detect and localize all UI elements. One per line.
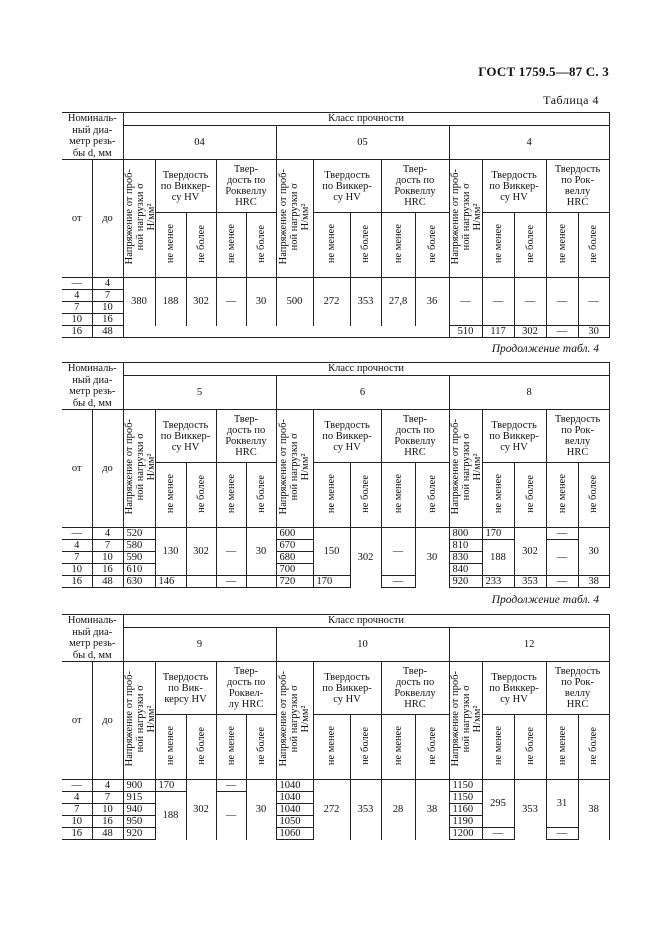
header-hv: Твердость по Виккер- су HV (155, 410, 216, 463)
value-cell: 670 (276, 540, 313, 552)
header-stress: Напряжение от проб- ной нагрузки σ H/мм² (123, 662, 155, 780)
value-cell: 920 (449, 576, 482, 588)
class-label: 05 (276, 125, 449, 159)
value-cell: 830 (449, 552, 482, 564)
range-from: 7 (62, 302, 92, 314)
blank-cell (186, 576, 216, 588)
value-cell: 940 (123, 804, 155, 816)
value-cell: 1060 (276, 828, 313, 840)
table-row (62, 326, 609, 338)
class-label: 9 (123, 627, 276, 661)
range-to: 16 (92, 564, 123, 576)
range-to: 16 (92, 314, 123, 326)
table-strength-classes-5-6-8 (62, 362, 610, 588)
value-cell: — (546, 540, 578, 576)
value-cell: 1150 (449, 780, 482, 792)
value-cell: 1190 (449, 816, 482, 828)
value-cell: 233 (482, 576, 514, 588)
range-to: 48 (92, 326, 123, 338)
header-min: не менее (155, 715, 186, 780)
value-cell: 950 (123, 816, 155, 828)
header-max: не более (246, 463, 276, 528)
value-cell: 700 (276, 564, 313, 576)
blank-cell (123, 326, 449, 338)
value-cell: 800 (449, 528, 482, 540)
header-stress: Напряжение от проб- ной нагрузки σ H/мм² (449, 410, 482, 528)
header-strength-class: Класс прочности (123, 363, 609, 376)
header-max: не более (415, 213, 449, 278)
value-cell: 600 (276, 528, 313, 540)
header-min: не менее (381, 213, 415, 278)
value-cell: 1160 (449, 804, 482, 816)
header-hrc: Твер- дость по Роквеллу HRC (216, 160, 276, 213)
value-cell: 170 (155, 780, 186, 792)
header-max: не более (578, 715, 609, 780)
value-cell: 353 (514, 780, 546, 840)
value-cell: 500 (276, 278, 313, 326)
range-from: 16 (62, 576, 92, 588)
table-title: Таблица 4 (543, 93, 599, 107)
header-min: не менее (381, 715, 415, 780)
header-max: не более (246, 715, 276, 780)
header-strength-class: Класс прочности (123, 113, 609, 126)
value-cell: 302 (514, 528, 546, 576)
continuation-label: Продолжение табл. 4 (491, 343, 599, 355)
value-cell: 30 (246, 780, 276, 840)
header-nominal-diameter: Номиналь- ный диа- метр резь- бы d, мм (62, 615, 123, 662)
table-row (62, 780, 609, 792)
header-stress: Напряжение от проб- ной нагрузки σ H/мм² (276, 410, 313, 528)
value-cell: 117 (482, 326, 514, 338)
header-to: до (92, 160, 123, 278)
header-to: до (92, 410, 123, 528)
blank-cell (246, 576, 276, 588)
range-to: 4 (92, 780, 123, 792)
header-max: не более (186, 213, 216, 278)
value-cell: 302 (186, 780, 216, 840)
value-cell: — (482, 278, 514, 326)
header-hv: Твердость по Виккер- су HV (482, 160, 546, 213)
table-strength-classes-9-10-12 (62, 614, 610, 840)
value-cell: — (216, 780, 246, 792)
header-max: не более (578, 463, 609, 528)
value-cell: 30 (415, 528, 449, 588)
header-from: от (62, 410, 92, 528)
value-cell: 302 (186, 278, 216, 326)
header-max: не более (415, 715, 449, 780)
header-hrc: Твердость по Рок- веллу HRC (546, 160, 609, 213)
value-cell: — (578, 278, 609, 326)
class-label: 5 (123, 375, 276, 409)
range-to: 48 (92, 576, 123, 588)
value-cell: — (546, 528, 578, 540)
range-from: 4 (62, 540, 92, 552)
value-cell: — (482, 828, 514, 840)
range-from: 10 (62, 816, 92, 828)
value-cell: 38 (415, 780, 449, 840)
value-cell: — (216, 278, 246, 326)
value-cell: 590 (123, 552, 155, 564)
class-label: 04 (123, 125, 276, 159)
value-cell: 680 (276, 552, 313, 564)
header-max: не более (350, 715, 381, 780)
header-hv: Твердость по Вик- керсу HV (155, 662, 216, 715)
value-cell: — (449, 278, 482, 326)
value-cell: 720 (276, 576, 313, 588)
value-cell: 610 (123, 564, 155, 576)
value-cell: 38 (578, 576, 609, 588)
value-cell: 295 (482, 780, 514, 828)
header-hrc: Твер- дость по Роквеллу HRC (381, 410, 449, 463)
header-min: не менее (546, 213, 578, 278)
class-label: 8 (449, 375, 609, 409)
header-from: от (62, 160, 92, 278)
value-cell: 353 (350, 780, 381, 840)
value-cell: 130 (155, 528, 186, 576)
value-cell: 272 (313, 278, 350, 326)
value-cell: 580 (123, 540, 155, 552)
header-stress: Напряжение от проб- ной нагрузки σ H/мм² (449, 662, 482, 780)
value-cell: 1040 (276, 792, 313, 804)
class-label: 10 (276, 627, 449, 661)
value-cell: 520 (123, 528, 155, 540)
value-cell: — (546, 576, 578, 588)
header-min: не менее (216, 715, 246, 780)
header-max: не более (514, 213, 546, 278)
header-hv: Твердость по Виккер- су HV (313, 410, 381, 463)
header-min: не менее (313, 213, 350, 278)
value-cell: — (514, 278, 546, 326)
value-cell: 188 (155, 792, 186, 840)
value-cell: 31 (546, 780, 578, 828)
header-hrc: Твердость по Рок- веллу HRC (546, 410, 609, 463)
header-hrc: Твердость по Рок- веллу HRC (546, 662, 609, 715)
header-min: не менее (313, 463, 350, 528)
header-max: не более (578, 213, 609, 278)
header-nominal-diameter: Номиналь- ный диа- метр резь- бы d, мм (62, 113, 123, 160)
value-cell: 30 (246, 528, 276, 576)
header-max: не более (514, 715, 546, 780)
header-hrc: Твер- дость по Роквел- лу HRC (216, 662, 276, 715)
header-min: не менее (482, 213, 514, 278)
value-cell: 920 (123, 828, 155, 840)
range-from: 7 (62, 552, 92, 564)
class-label: 4 (449, 125, 609, 159)
value-cell: 302 (186, 528, 216, 576)
header-max: не более (514, 463, 546, 528)
header-from: от (62, 662, 92, 780)
header-min: не менее (155, 463, 186, 528)
value-cell: 915 (123, 792, 155, 804)
value-cell: — (216, 528, 246, 576)
value-cell: 188 (155, 278, 186, 326)
header-nominal-diameter: Номиналь- ный диа- метр резь- бы d, мм (62, 363, 123, 410)
header-min: не менее (155, 213, 186, 278)
value-cell: 353 (514, 576, 546, 588)
header-to: до (92, 662, 123, 780)
value-cell: 1050 (276, 816, 313, 828)
value-cell: — (546, 326, 578, 338)
header-min: не менее (546, 463, 578, 528)
range-to: 10 (92, 552, 123, 564)
value-cell: 38 (578, 780, 609, 840)
value-cell: — (381, 528, 415, 576)
header-min: не менее (546, 715, 578, 780)
range-from: 7 (62, 804, 92, 816)
header-hrc: Твер- дость по Роквеллу HRC (381, 662, 449, 715)
page-header: ГОСТ 1759.5—87 С. 3 (478, 64, 609, 79)
value-cell: 900 (123, 780, 155, 792)
value-cell: 30 (246, 278, 276, 326)
value-cell: 170 (482, 528, 514, 540)
value-cell: 840 (449, 564, 482, 576)
header-min: не менее (216, 463, 246, 528)
header-hv: Твердость по Виккер- су HV (313, 160, 381, 213)
value-cell: 27,8 (381, 278, 415, 326)
table-row (62, 278, 609, 290)
range-to: 7 (92, 290, 123, 302)
header-max: не более (186, 463, 216, 528)
value-cell: 1040 (276, 780, 313, 792)
header-min: не менее (482, 463, 514, 528)
value-cell: 810 (449, 540, 482, 552)
range-to: 7 (92, 540, 123, 552)
value-cell: — (546, 828, 578, 840)
value-cell: 28 (381, 780, 415, 840)
value-cell: 1200 (449, 828, 482, 840)
range-to: 48 (92, 828, 123, 840)
header-max: не более (186, 715, 216, 780)
range-from: 4 (62, 792, 92, 804)
header-stress: Напряжение от проб- ной нагрузки σ H/мм² (123, 160, 155, 278)
value-cell: 272 (313, 780, 350, 840)
header-min: не менее (482, 715, 514, 780)
value-cell: — (216, 792, 246, 840)
class-label: 6 (276, 375, 449, 409)
value-cell: 170 (313, 576, 350, 588)
range-to: 4 (92, 528, 123, 540)
header-min: не менее (313, 715, 350, 780)
range-from: — (62, 780, 92, 792)
value-cell: — (546, 278, 578, 326)
range-from: — (62, 278, 92, 290)
range-to: 10 (92, 302, 123, 314)
table-row (62, 528, 609, 540)
value-cell: 36 (415, 278, 449, 326)
header-min: не менее (216, 213, 246, 278)
class-label: 12 (449, 627, 609, 661)
value-cell: 30 (578, 326, 609, 338)
range-from: 10 (62, 314, 92, 326)
continuation-label: Продолжение табл. 4 (491, 594, 599, 606)
range-to: 10 (92, 804, 123, 816)
header-max: не более (350, 463, 381, 528)
value-cell: 146 (155, 576, 186, 588)
header-hrc: Твер- дость по Роквеллу HRC (216, 410, 276, 463)
header-max: не более (246, 213, 276, 278)
range-from: 16 (62, 828, 92, 840)
header-hv: Твердость по Виккер- су HV (482, 410, 546, 463)
table-row (62, 576, 609, 588)
value-cell: 150 (313, 528, 350, 576)
header-stress: Напряжение от проб- ной нагрузки σ H/мм² (276, 662, 313, 780)
header-strength-class: Класс прочности (123, 615, 609, 628)
value-cell: — (216, 576, 246, 588)
header-stress: Напряжение от проб- ной нагрузки σ H/мм² (449, 160, 482, 278)
range-to: 7 (92, 792, 123, 804)
value-cell: 1150 (449, 792, 482, 804)
value-cell: 30 (578, 528, 609, 576)
value-cell: 510 (449, 326, 482, 338)
header-hv: Твердость по Виккер- су HV (313, 662, 381, 715)
value-cell: 380 (123, 278, 155, 326)
value-cell: 302 (514, 326, 546, 338)
value-cell: 630 (123, 576, 155, 588)
range-from: 10 (62, 564, 92, 576)
range-from: 4 (62, 290, 92, 302)
range-from: 16 (62, 326, 92, 338)
header-max: не более (415, 463, 449, 528)
header-stress: Напряжение от проб- ной нагрузки σ H/мм² (123, 410, 155, 528)
range-to: 16 (92, 816, 123, 828)
value-cell: 1040 (276, 804, 313, 816)
range-from: — (62, 528, 92, 540)
value-cell: 188 (482, 540, 514, 576)
header-hv: Твердость по Виккер- су HV (482, 662, 546, 715)
value-cell: 353 (350, 278, 381, 326)
value-cell: 302 (350, 528, 381, 588)
range-to: 4 (92, 278, 123, 290)
header-hrc: Твер- дость по Роквеллу HRC (381, 160, 449, 213)
header-max: не более (350, 213, 381, 278)
value-cell: — (381, 576, 415, 588)
table-strength-classes-04-05-4 (62, 112, 610, 338)
header-stress: Напряжение от проб- ной нагрузки σ H/мм² (276, 160, 313, 278)
header-hv: Твердость по Виккер- су HV (155, 160, 216, 213)
header-min: не менее (381, 463, 415, 528)
